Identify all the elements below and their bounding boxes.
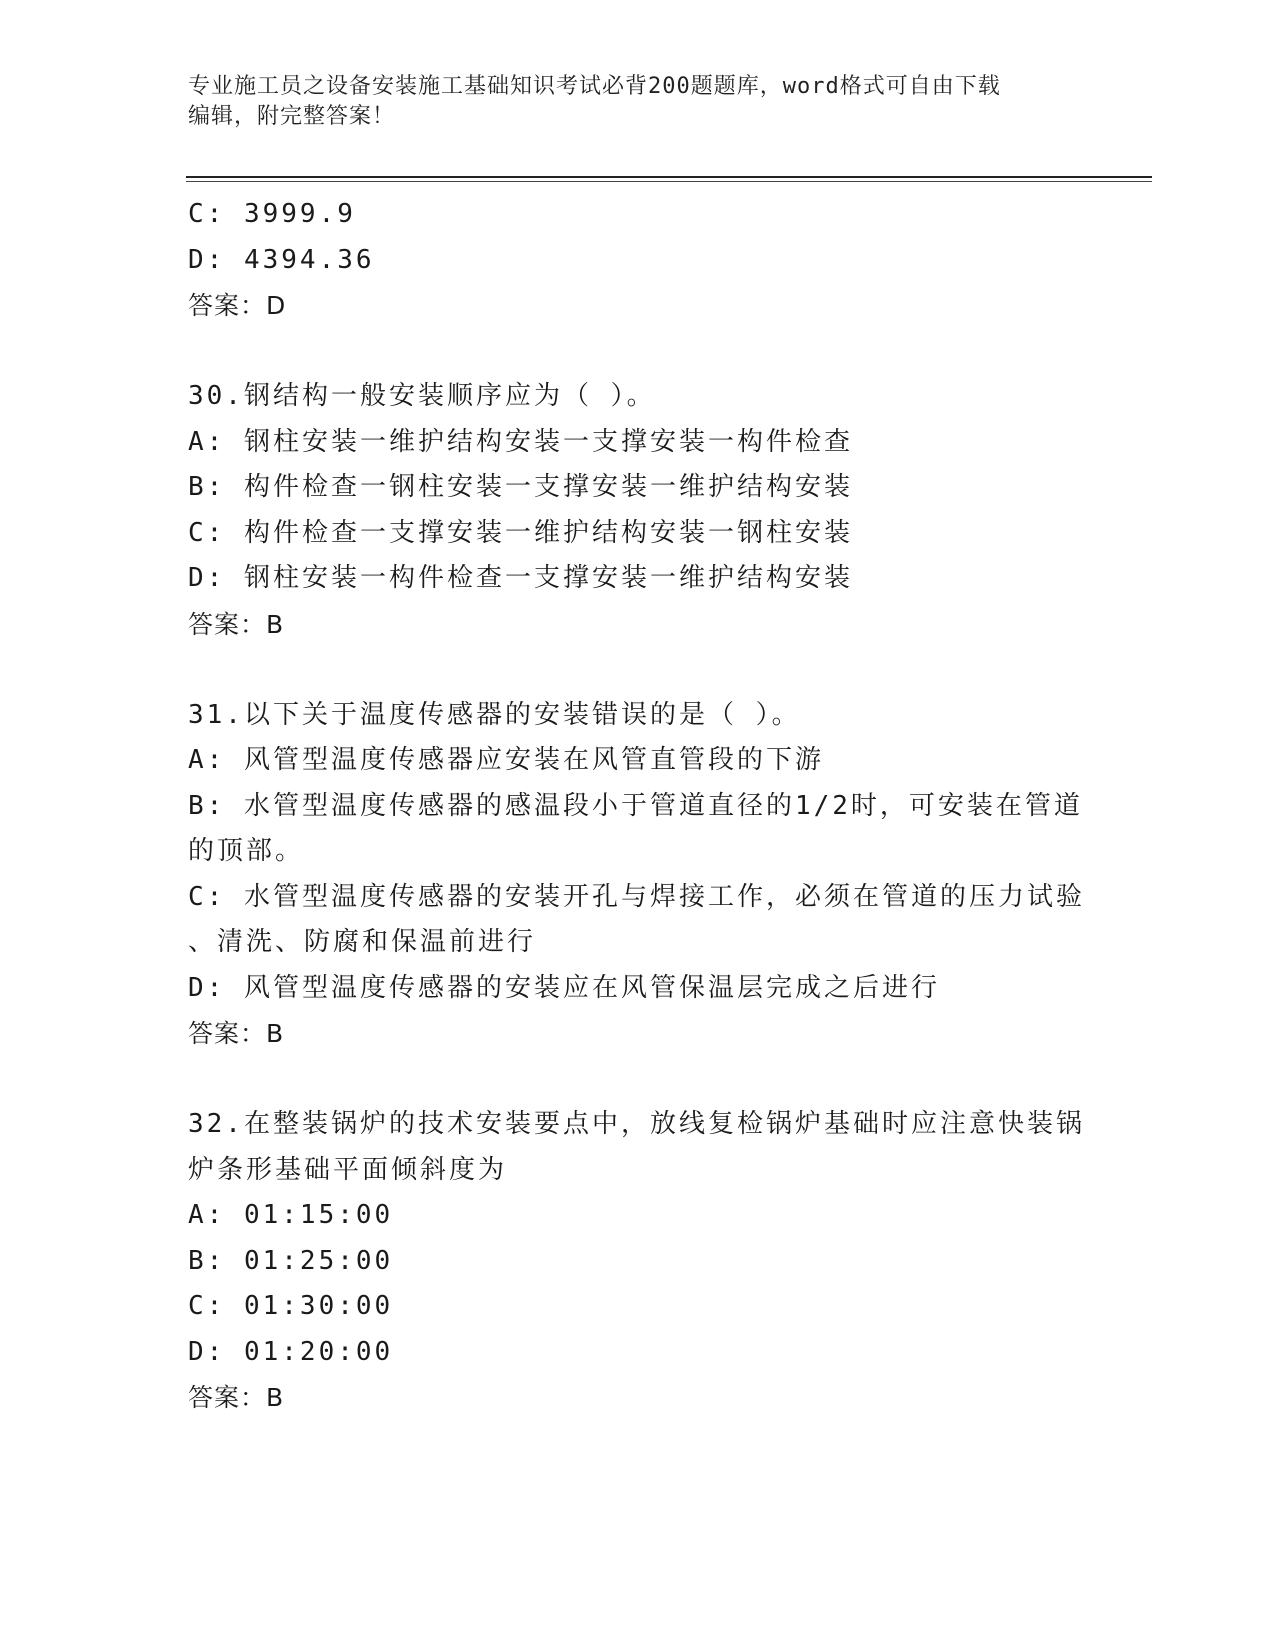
spacer bbox=[188, 1057, 1088, 1103]
question-stem: 30.钢结构一般安装顺序应为（ ）。 bbox=[188, 381, 656, 411]
header-divider-thin bbox=[186, 181, 1152, 182]
option-c: C: 3999.9 bbox=[188, 199, 356, 229]
option-d: D: 01:20:00 bbox=[188, 1336, 394, 1367]
option-b: B: 01:25:00 bbox=[188, 1245, 394, 1276]
question-stem: 32.在整装锅炉的技术安装要点中，放线复检锅炉基础时应注意快装锅 bbox=[188, 1109, 1085, 1139]
option-c: C: 01:30:00 bbox=[188, 1291, 394, 1321]
option-a: A: 风管型温度传感器应安装在风管直管段的下游 bbox=[188, 745, 824, 775]
header-divider-thick bbox=[186, 176, 1152, 178]
answer-line: 答案：B bbox=[188, 609, 285, 639]
header-line-1: 专业施工员之设备安装施工基础知识考试必背200题题库，word格式可自由下载 bbox=[188, 74, 1001, 99]
answer-line: 答案：B bbox=[188, 1383, 285, 1412]
option-b: B: 水管型温度传感器的感温段小于管道直径的1/2时，可安装在管道 bbox=[188, 790, 1083, 821]
question-stem: 31.以下关于温度传感器的安装错误的是（ ）。 bbox=[188, 699, 801, 730]
option-c: C: 水管型温度传感器的安装开孔与焊接工作，必须在管道的压力试验 bbox=[188, 881, 1085, 912]
answer-line: 答案：B bbox=[188, 1019, 285, 1048]
header-line-2: 编辑，附完整答案！ bbox=[188, 104, 396, 129]
spacer bbox=[188, 647, 1088, 693]
answer-line: 答案：D bbox=[188, 291, 287, 320]
option-c: C: 构件检查一支撑安装一维护结构安装一钢柱安装 bbox=[188, 517, 853, 548]
option-c-continued: 、清洗、防腐和保温前进行 bbox=[188, 927, 537, 957]
question-stem-continued: 炉条形基础平面倾斜度为 bbox=[188, 1154, 508, 1185]
document-header bbox=[188, 72, 1068, 132]
option-d: D: 风管型温度传感器的安装应在风管保温层完成之后进行 bbox=[188, 972, 940, 1003]
option-b: B: 构件检查一钢柱安装一支撑安装一维护结构安装 bbox=[188, 472, 853, 502]
question-content bbox=[188, 192, 1088, 1421]
option-d: D: 4394.36 bbox=[188, 244, 375, 275]
option-a: A: 01:15:00 bbox=[188, 1200, 394, 1230]
option-a: A: 钢柱安装一维护结构安装一支撑安装一构件检查 bbox=[188, 426, 853, 457]
spacer bbox=[188, 329, 1088, 375]
option-b-continued: 的顶部。 bbox=[188, 836, 305, 866]
option-d: D: 钢柱安装一构件检查一支撑安装一维护结构安装 bbox=[188, 563, 853, 593]
